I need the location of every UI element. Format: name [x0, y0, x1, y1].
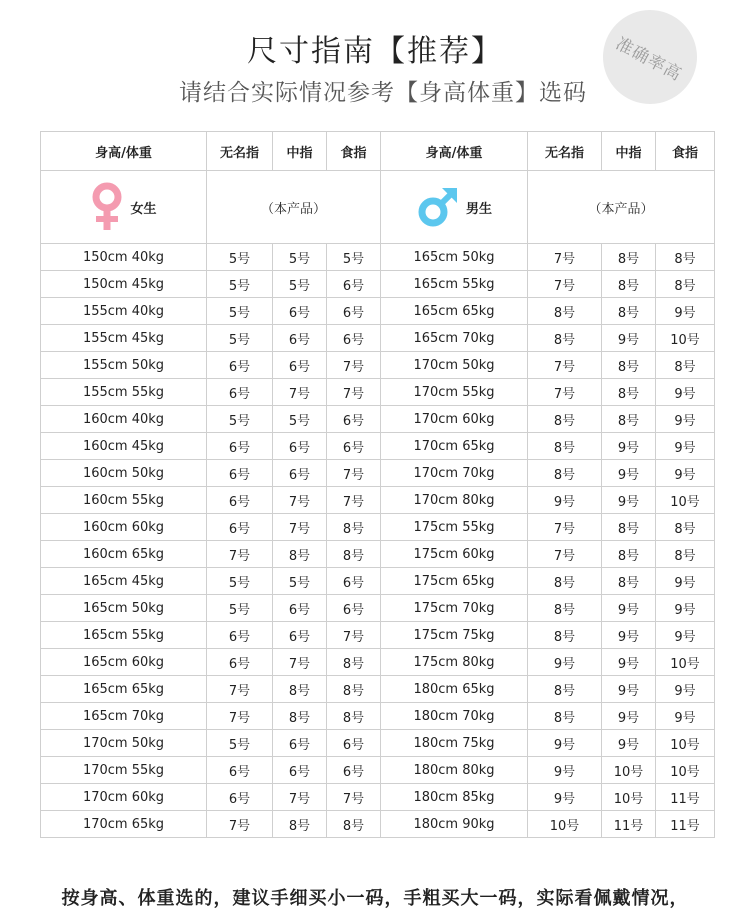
table-cell: 8号 — [528, 703, 602, 730]
table-cell: 7号 — [273, 379, 327, 406]
table-cell: 7号 — [528, 379, 602, 406]
stamp-text: 准确率高 — [612, 33, 686, 85]
table-cell: 170cm 50kg — [41, 730, 207, 757]
table-cell: 150cm 45kg — [41, 271, 207, 298]
table-cell: 7号 — [207, 811, 273, 838]
table-row — [41, 730, 715, 757]
table-cell: 8号 — [528, 568, 602, 595]
table-cell: 9号 — [656, 595, 715, 622]
table-cell: 8号 — [273, 541, 327, 568]
table-cell: 8号 — [602, 244, 656, 271]
table-cell: 7号 — [207, 676, 273, 703]
table-cell: 6号 — [327, 271, 381, 298]
table-row — [41, 811, 715, 838]
table-cell: 9号 — [602, 433, 656, 460]
table-cell: 175cm 65kg — [381, 568, 528, 595]
table-cell: 6号 — [327, 433, 381, 460]
footer-note: 按身高、体重选的，建议手细买小一码，手粗买大一码，实际看佩戴情况， — [61, 888, 689, 909]
table-cell: 7号 — [273, 514, 327, 541]
table-cell: 8号 — [656, 514, 715, 541]
table-row — [41, 595, 715, 622]
table-cell: 10号 — [602, 784, 656, 811]
table-cell: 5号 — [327, 244, 381, 271]
table-cell: 175cm 80kg — [381, 649, 528, 676]
table-cell: 10号 — [528, 811, 602, 838]
table-cell: 8号 — [602, 271, 656, 298]
table-cell: 165cm 45kg — [41, 568, 207, 595]
product-label: （本产品） — [260, 201, 326, 217]
table-cell: 180cm 90kg — [381, 811, 528, 838]
table-cell: 8号 — [528, 325, 602, 352]
female-label: 女生 — [130, 201, 157, 217]
table-cell: 8号 — [528, 298, 602, 325]
table-cell: 175cm 55kg — [381, 514, 528, 541]
table-cell: 165cm 50kg — [381, 244, 528, 271]
table-row — [41, 379, 715, 406]
table-cell: 5号 — [207, 244, 273, 271]
table-cell: 8号 — [602, 514, 656, 541]
table-cell: 5号 — [207, 325, 273, 352]
table-cell: 6号 — [327, 298, 381, 325]
table-cell: 6号 — [207, 649, 273, 676]
product-label-cell — [528, 171, 715, 244]
table-cell: 8号 — [602, 406, 656, 433]
table-row — [41, 649, 715, 676]
table-cell: 8号 — [602, 379, 656, 406]
table-cell: 8号 — [656, 352, 715, 379]
table-cell: 9号 — [602, 676, 656, 703]
table-cell: 170cm 60kg — [41, 784, 207, 811]
table-cell: 6号 — [273, 757, 327, 784]
col-header: 身高/体重 — [41, 132, 207, 171]
table-cell: 170cm 65kg — [381, 433, 528, 460]
table-cell: 7号 — [207, 703, 273, 730]
table-cell: 155cm 40kg — [41, 298, 207, 325]
table-cell: 7号 — [528, 244, 602, 271]
male-symbol-icon — [416, 185, 460, 229]
table-cell: 165cm 60kg — [41, 649, 207, 676]
table-cell: 8号 — [327, 811, 381, 838]
table-cell: 9号 — [656, 406, 715, 433]
table-row — [41, 568, 715, 595]
table-cell: 9号 — [602, 730, 656, 757]
table-cell: 9号 — [528, 487, 602, 514]
table-cell: 170cm 70kg — [381, 460, 528, 487]
table-cell: 9号 — [602, 595, 656, 622]
table-cell: 160cm 50kg — [41, 460, 207, 487]
table-cell: 11号 — [656, 811, 715, 838]
table-cell: 170cm 60kg — [381, 406, 528, 433]
table-cell: 5号 — [273, 568, 327, 595]
size-guide-table — [40, 131, 715, 838]
table-cell: 8号 — [273, 676, 327, 703]
table-cell: 7号 — [528, 541, 602, 568]
table-cell: 5号 — [207, 298, 273, 325]
table-cell: 8号 — [602, 568, 656, 595]
table-cell: 9号 — [528, 730, 602, 757]
table-cell: 10号 — [656, 487, 715, 514]
table-row — [41, 406, 715, 433]
table-cell: 9号 — [528, 649, 602, 676]
table-cell: 10号 — [656, 325, 715, 352]
table-cell: 160cm 65kg — [41, 541, 207, 568]
table-cell: 8号 — [528, 676, 602, 703]
table-cell: 175cm 70kg — [381, 595, 528, 622]
table-cell: 8号 — [656, 271, 715, 298]
table-cell: 160cm 40kg — [41, 406, 207, 433]
female-label-cell — [41, 171, 207, 244]
table-cell: 8号 — [602, 541, 656, 568]
table-cell: 11号 — [656, 784, 715, 811]
table-cell: 8号 — [273, 703, 327, 730]
table-cell: 8号 — [602, 298, 656, 325]
table-cell: 6号 — [207, 487, 273, 514]
table-cell: 6号 — [273, 730, 327, 757]
table-row — [41, 460, 715, 487]
table-cell: 5号 — [207, 406, 273, 433]
table-row — [41, 244, 715, 271]
table-cell: 6号 — [327, 595, 381, 622]
table-row — [41, 271, 715, 298]
page-subtitle: 请结合实际情况参考【身高体重】选码 — [179, 80, 587, 106]
table-cell: 165cm 65kg — [381, 298, 528, 325]
table-cell: 7号 — [327, 622, 381, 649]
table-cell: 6号 — [273, 433, 327, 460]
table-cell: 165cm 70kg — [381, 325, 528, 352]
table-cell: 6号 — [327, 730, 381, 757]
table-cell: 7号 — [273, 649, 327, 676]
table-cell: 6号 — [207, 622, 273, 649]
table-cell: 8号 — [528, 622, 602, 649]
table-cell: 5号 — [273, 406, 327, 433]
table-cell: 175cm 60kg — [381, 541, 528, 568]
table-cell: 6号 — [327, 757, 381, 784]
table-cell: 8号 — [528, 460, 602, 487]
table-cell: 9号 — [602, 325, 656, 352]
table-cell: 155cm 50kg — [41, 352, 207, 379]
table-cell: 170cm 55kg — [381, 379, 528, 406]
table-cell: 6号 — [327, 406, 381, 433]
table-row — [41, 703, 715, 730]
col-header: 中指 — [602, 132, 656, 171]
table-cell: 165cm 65kg — [41, 676, 207, 703]
table-cell: 155cm 55kg — [41, 379, 207, 406]
table-cell: 7号 — [528, 352, 602, 379]
table-row — [41, 541, 715, 568]
table-cell: 180cm 65kg — [381, 676, 528, 703]
table-cell: 9号 — [602, 703, 656, 730]
table-row — [41, 757, 715, 784]
table-cell: 9号 — [602, 487, 656, 514]
table-cell: 6号 — [207, 460, 273, 487]
table-cell: 8号 — [602, 352, 656, 379]
product-label: （本产品） — [588, 201, 654, 217]
table-cell: 6号 — [273, 352, 327, 379]
table-cell: 8号 — [327, 649, 381, 676]
table-row — [41, 622, 715, 649]
table-cell: 10号 — [656, 649, 715, 676]
table-cell: 9号 — [656, 568, 715, 595]
table-cell: 10号 — [656, 757, 715, 784]
table-cell: 170cm 55kg — [41, 757, 207, 784]
table-cell: 8号 — [327, 541, 381, 568]
table-cell: 180cm 85kg — [381, 784, 528, 811]
table-cell: 6号 — [207, 784, 273, 811]
table-cell: 180cm 70kg — [381, 703, 528, 730]
table-cell: 9号 — [602, 622, 656, 649]
table-cell: 9号 — [602, 649, 656, 676]
table-cell: 7号 — [528, 514, 602, 541]
table-row — [41, 676, 715, 703]
table-cell: 8号 — [327, 703, 381, 730]
table-cell: 8号 — [656, 541, 715, 568]
table-row — [41, 325, 715, 352]
table-cell: 7号 — [273, 784, 327, 811]
table-cell: 8号 — [327, 514, 381, 541]
table-cell: 160cm 55kg — [41, 487, 207, 514]
table-row — [41, 487, 715, 514]
table-cell: 8号 — [528, 433, 602, 460]
table-cell: 8号 — [528, 595, 602, 622]
table-cell: 6号 — [273, 460, 327, 487]
table-cell: 9号 — [656, 379, 715, 406]
table-cell: 9号 — [528, 757, 602, 784]
table-row — [41, 298, 715, 325]
col-header: 食指 — [327, 132, 381, 171]
table-cell: 150cm 40kg — [41, 244, 207, 271]
table-cell: 180cm 80kg — [381, 757, 528, 784]
table-cell: 9号 — [656, 433, 715, 460]
table-row — [41, 784, 715, 811]
table-header-row — [41, 132, 715, 171]
table-cell: 10号 — [656, 730, 715, 757]
col-header: 无名指 — [207, 132, 273, 171]
table-cell: 9号 — [656, 298, 715, 325]
table-cell: 8号 — [528, 406, 602, 433]
female-symbol-icon — [90, 182, 124, 232]
table-cell: 165cm 55kg — [381, 271, 528, 298]
table-cell: 170cm 65kg — [41, 811, 207, 838]
table-cell: 180cm 75kg — [381, 730, 528, 757]
table-cell: 7号 — [327, 460, 381, 487]
table-cell: 5号 — [207, 595, 273, 622]
table-cell: 6号 — [207, 757, 273, 784]
table-cell: 6号 — [207, 514, 273, 541]
table-cell: 165cm 55kg — [41, 622, 207, 649]
table-cell: 7号 — [273, 487, 327, 514]
table-cell: 10号 — [602, 757, 656, 784]
table-cell: 6号 — [273, 622, 327, 649]
table-cell: 5号 — [207, 568, 273, 595]
table-cell: 5号 — [273, 244, 327, 271]
table-cell: 9号 — [656, 622, 715, 649]
table-cell: 170cm 80kg — [381, 487, 528, 514]
table-cell: 170cm 50kg — [381, 352, 528, 379]
table-cell: 8号 — [327, 676, 381, 703]
col-header: 身高/体重 — [381, 132, 528, 171]
table-cell: 7号 — [207, 541, 273, 568]
table-row — [41, 433, 715, 460]
table-cell: 6号 — [207, 379, 273, 406]
table-cell: 5号 — [207, 730, 273, 757]
table-cell: 11号 — [602, 811, 656, 838]
table-cell: 9号 — [602, 460, 656, 487]
table-cell: 7号 — [327, 487, 381, 514]
table-cell: 6号 — [207, 433, 273, 460]
table-cell: 7号 — [327, 379, 381, 406]
gender-row — [41, 171, 715, 244]
table-cell: 9号 — [656, 676, 715, 703]
table-cell: 6号 — [207, 352, 273, 379]
table-cell: 9号 — [656, 460, 715, 487]
table-cell: 6号 — [327, 325, 381, 352]
table-row — [41, 352, 715, 379]
table-cell: 8号 — [273, 811, 327, 838]
table-cell: 165cm 50kg — [41, 595, 207, 622]
product-label-cell — [207, 171, 381, 244]
table-cell: 5号 — [207, 271, 273, 298]
table-cell: 9号 — [528, 784, 602, 811]
col-header: 食指 — [656, 132, 715, 171]
table-cell: 7号 — [327, 784, 381, 811]
male-label: 男生 — [465, 201, 492, 217]
table-cell: 5号 — [273, 271, 327, 298]
table-cell: 7号 — [327, 352, 381, 379]
table-row — [41, 514, 715, 541]
table-cell: 8号 — [656, 244, 715, 271]
table-cell: 6号 — [273, 298, 327, 325]
table-cell: 7号 — [528, 271, 602, 298]
col-header: 中指 — [273, 132, 327, 171]
table-cell: 160cm 45kg — [41, 433, 207, 460]
table-cell: 155cm 45kg — [41, 325, 207, 352]
table-cell: 160cm 60kg — [41, 514, 207, 541]
table-cell: 6号 — [273, 325, 327, 352]
male-label-cell — [381, 171, 528, 244]
page-title: 尺寸指南【推荐】 — [247, 34, 503, 69]
table-cell: 6号 — [327, 568, 381, 595]
table-cell: 6号 — [273, 595, 327, 622]
col-header: 无名指 — [528, 132, 602, 171]
table-cell: 165cm 70kg — [41, 703, 207, 730]
table-cell: 9号 — [656, 703, 715, 730]
table-cell: 175cm 75kg — [381, 622, 528, 649]
